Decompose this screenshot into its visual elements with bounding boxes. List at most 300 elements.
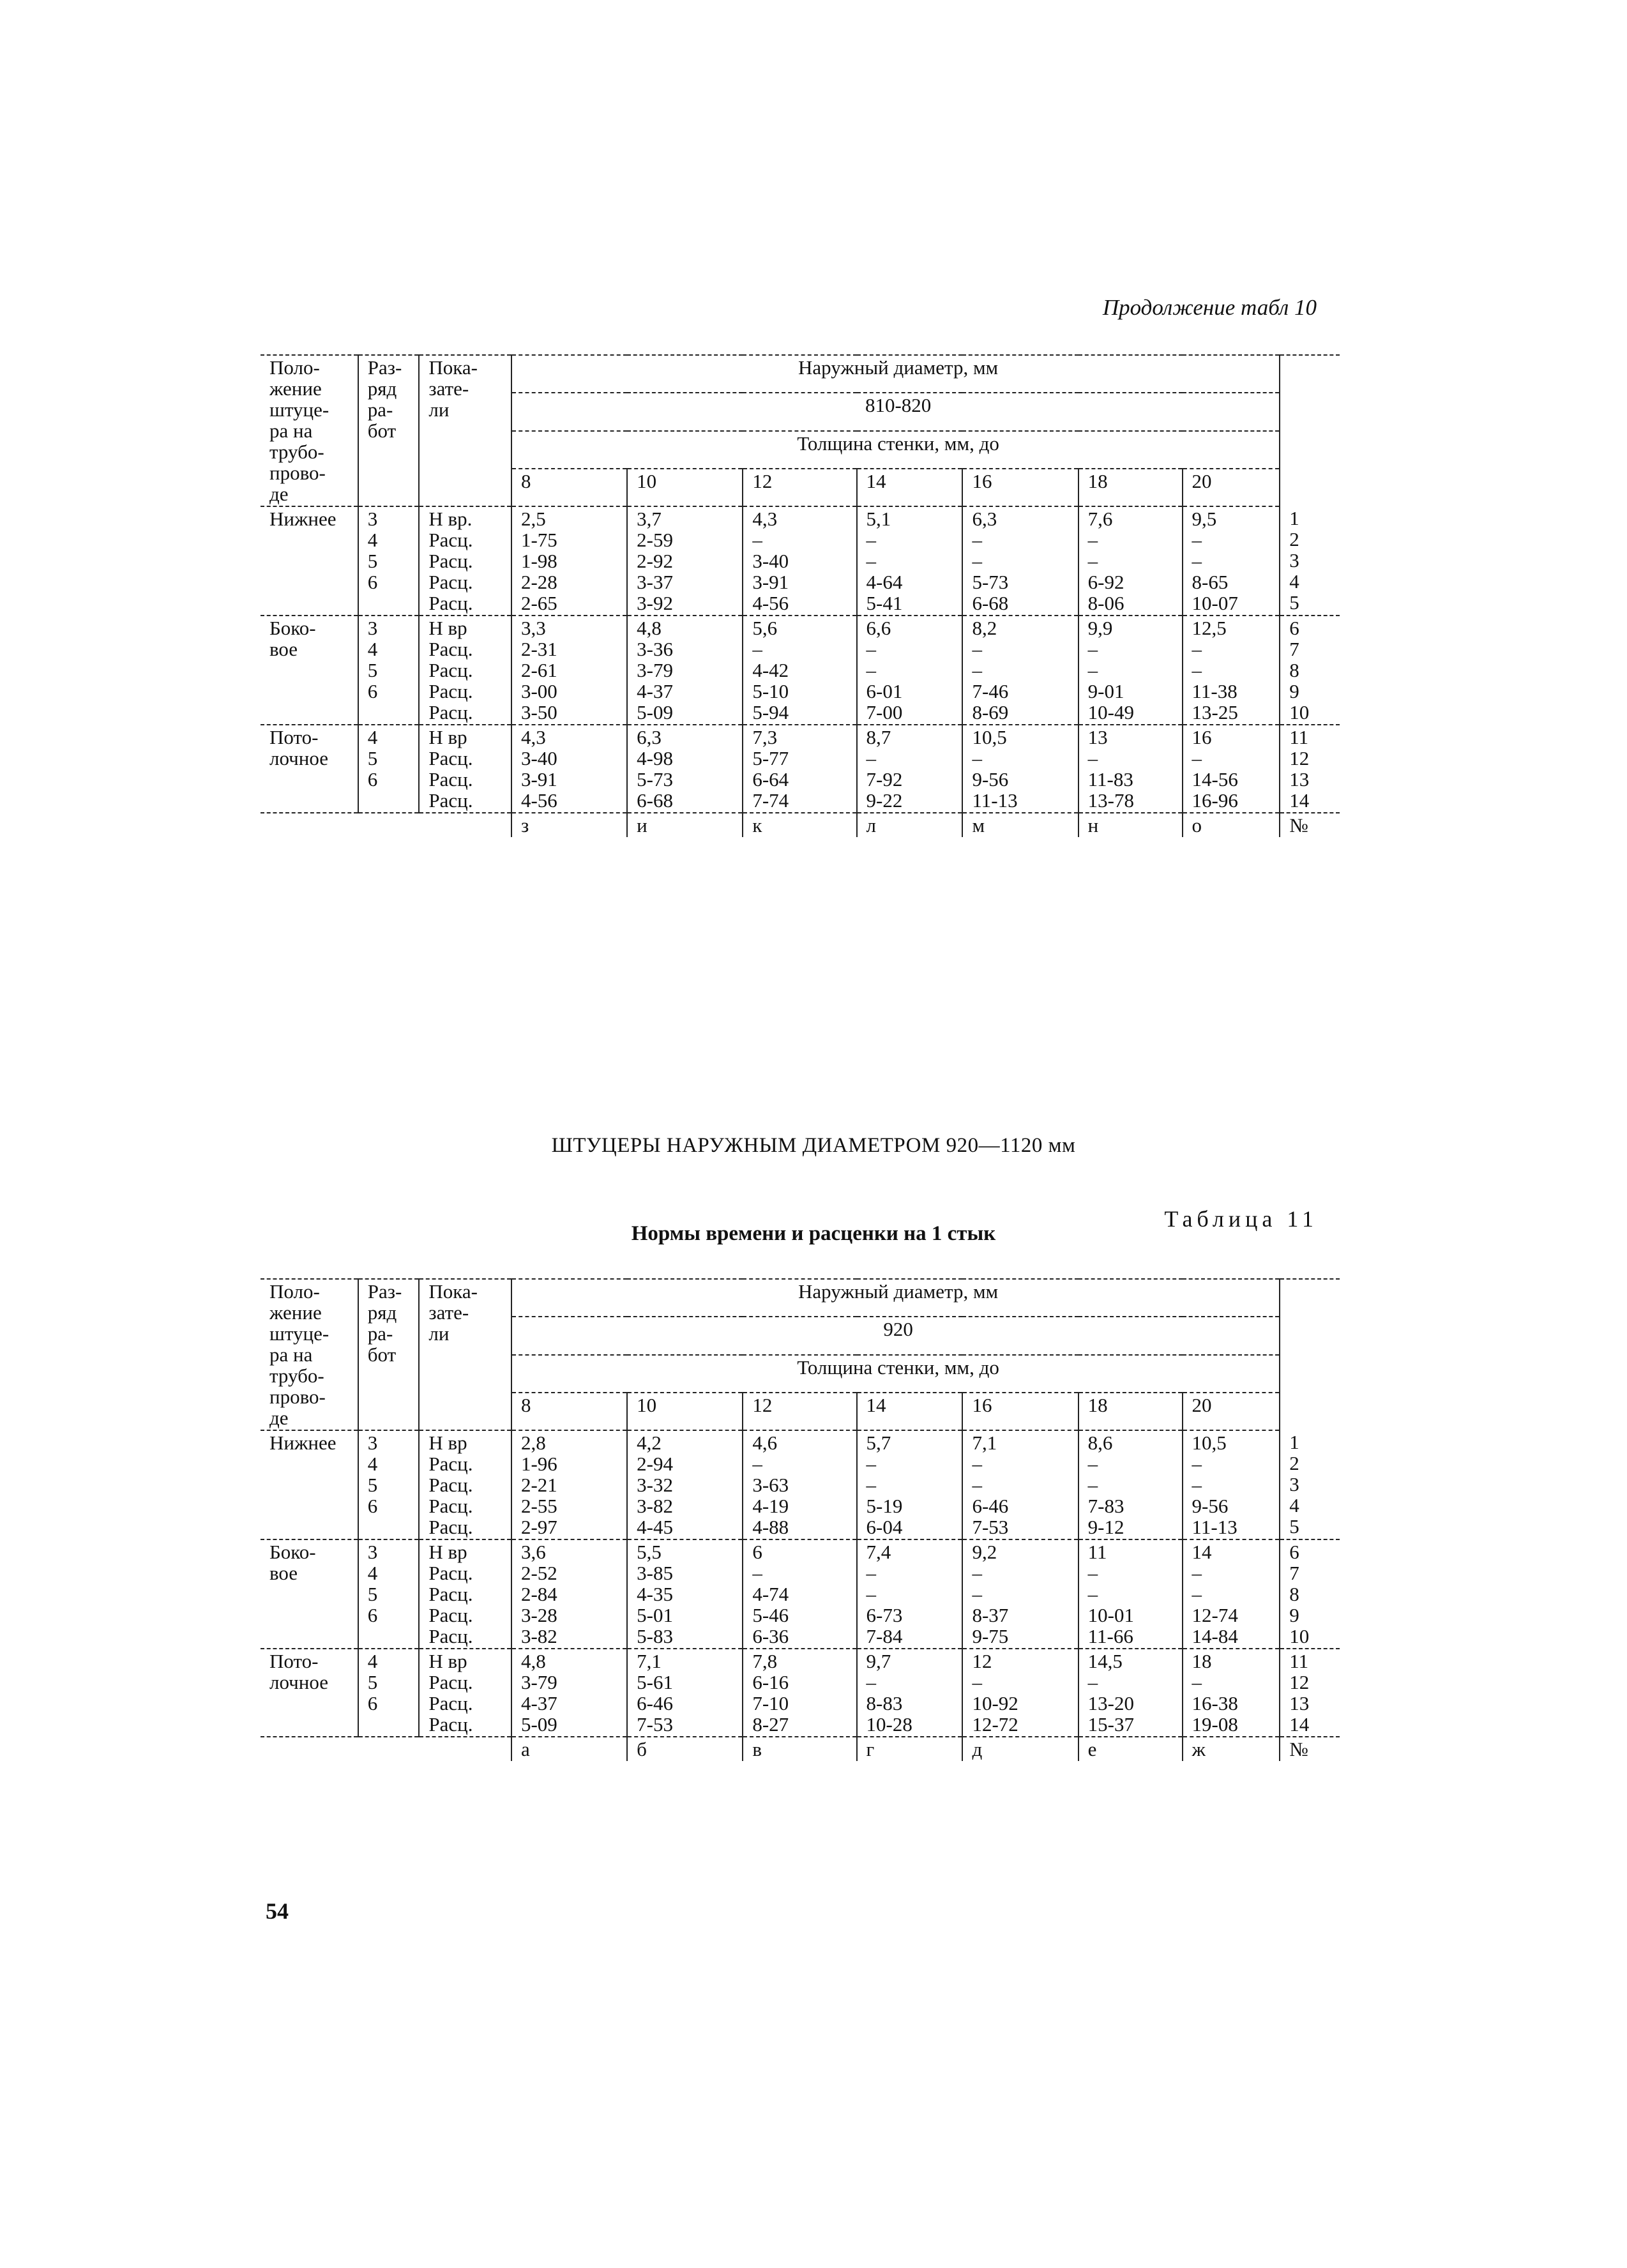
grade-cell-value: 5: [367, 659, 378, 681]
thickness-header: 8: [511, 469, 627, 506]
row-number-cell-value: 14: [1289, 1713, 1310, 1735]
indicator-cell-value: Расц.: [428, 1625, 473, 1647]
data-cell-value: 4,8: [520, 1650, 546, 1672]
data-cell: [857, 616, 963, 725]
data-cell-value: 6-46: [972, 1495, 1009, 1517]
indicator-cell-value: Расц.: [428, 1692, 473, 1714]
data-cell: [511, 616, 627, 725]
data-cell-value: 11-13: [972, 789, 1018, 812]
data-cell-value: 2-28: [520, 571, 557, 593]
data-cell-value: 5-19: [866, 1495, 903, 1517]
data-cell-value: 10-01: [1087, 1604, 1134, 1626]
data-cell-value: –: [1087, 747, 1098, 769]
data-cell-value: –: [972, 1671, 982, 1693]
data-cell-value: –: [1087, 1583, 1098, 1605]
data-cell: [627, 725, 743, 813]
data-cell: [962, 616, 1078, 725]
data-cell-value: 3-36: [637, 638, 673, 660]
indicator-cell-value: Н вр: [428, 1650, 467, 1672]
row-number-cell: [1280, 506, 1340, 616]
position-cell: Нижнее: [261, 506, 358, 616]
data-cell-value: 3-28: [520, 1604, 557, 1626]
data-cell-value: 6-36: [752, 1625, 789, 1647]
table-10-continuation: [261, 354, 1340, 837]
data-cell-value: 10,5: [972, 726, 1007, 748]
table-row: [261, 616, 1340, 725]
data-cell-value: 5-77: [752, 747, 789, 769]
data-cell-value: 10-07: [1192, 592, 1238, 614]
data-cell-value: 4,8: [637, 617, 662, 639]
wall-thickness-header: Толщина стенки, мм, до: [511, 1355, 1280, 1393]
data-cell: [1183, 725, 1280, 813]
row-number-cell-value: 4: [1289, 570, 1299, 593]
data-cell: [627, 616, 743, 725]
data-cell: [743, 725, 856, 813]
data-cell-value: 12,5: [1192, 617, 1227, 639]
data-cell-value: 15-37: [1087, 1713, 1134, 1735]
thickness-header: 18: [1078, 469, 1183, 506]
table-subtitle: Нормы времени и расценки на 1 стык: [631, 1222, 996, 1245]
data-cell-value: 9-22: [866, 789, 903, 812]
data-cell: [1183, 1539, 1280, 1649]
column-letter: и: [627, 813, 743, 837]
data-cell-value: 14-84: [1192, 1625, 1238, 1647]
row-number-cell: [1280, 616, 1340, 725]
indicator-cell: [419, 506, 511, 616]
indicator-cell-value: Расц.: [428, 789, 473, 812]
data-cell-value: 14,5: [1087, 1650, 1123, 1672]
row-number-cell-value: 5: [1289, 591, 1299, 614]
row-number-cell-value: 6: [1289, 617, 1299, 639]
data-cell-value: 7-92: [866, 768, 903, 790]
data-cell-value: 3,7: [637, 508, 662, 530]
data-cell-value: –: [1192, 550, 1202, 572]
data-cell-value: 5-46: [752, 1604, 789, 1626]
data-cell-value: –: [1192, 747, 1202, 769]
data-cell-value: 4-35: [637, 1583, 673, 1605]
position-cell: Пото- лочное: [261, 1649, 358, 1737]
data-cell-value: 4-56: [520, 789, 557, 812]
data-cell-value: 10-49: [1087, 701, 1134, 723]
data-cell-value: 5-41: [866, 592, 903, 614]
row-number-cell: [1280, 1539, 1340, 1649]
section-title: ШТУЦЕРЫ НАРУЖНЫМ ДИАМЕТРОМ 920—1120 мм: [551, 1134, 1076, 1157]
thickness-header: 12: [743, 469, 856, 506]
data-cell-value: 10-28: [866, 1713, 912, 1735]
data-cell-value: 8,7: [866, 726, 891, 748]
column-letter: б: [627, 1737, 743, 1761]
position-header: Поло- жение штуце- ра на трубо- прово- де: [261, 1279, 358, 1430]
data-cell-value: –: [866, 1562, 876, 1584]
data-cell-value: 8-69: [972, 701, 1009, 723]
data-cell-value: 4-37: [520, 1692, 557, 1714]
indicators-header: Пока- зате- ли: [419, 1279, 511, 1430]
data-cell-value: 8-06: [1087, 592, 1124, 614]
column-letter: а: [511, 1737, 627, 1761]
data-cell-value: 6-46: [637, 1692, 673, 1714]
data-cell-value: 3-40: [752, 550, 789, 572]
grade-cell-value: 4: [367, 638, 378, 660]
grade-cell-value: 5: [367, 550, 378, 572]
data-cell-value: 11-66: [1087, 1625, 1133, 1647]
thickness-header: 18: [1078, 1393, 1183, 1430]
data-cell-value: 2-61: [520, 659, 557, 681]
row-number-cell-value: 7: [1289, 638, 1299, 660]
row-number-cell-value: 4: [1289, 1494, 1299, 1516]
data-cell-value: 1-96: [520, 1453, 557, 1475]
data-cell-value: 5,5: [637, 1541, 662, 1563]
data-cell-value: 7-10: [752, 1692, 789, 1714]
data-cell-value: 9,7: [866, 1650, 891, 1672]
data-cell: [962, 1430, 1078, 1539]
data-cell-value: –: [1087, 1671, 1098, 1693]
data-cell-value: 6-16: [752, 1671, 789, 1693]
data-cell-value: –: [972, 1453, 982, 1475]
data-cell-value: 3-00: [520, 680, 557, 702]
data-cell-value: 4,2: [637, 1432, 662, 1454]
thickness-header: 10: [627, 1393, 743, 1430]
data-cell-value: 9-56: [1192, 1495, 1229, 1517]
grade-cell: [358, 616, 420, 725]
grade-cell-value: 4: [367, 1562, 378, 1584]
data-cell: [962, 725, 1078, 813]
data-cell-value: –: [1192, 1671, 1202, 1693]
thickness-header: 20: [1183, 1393, 1280, 1430]
indicator-cell-value: Н вр: [428, 1541, 467, 1563]
data-cell: [627, 1539, 743, 1649]
grade-cell-value: 6: [367, 1604, 378, 1626]
data-cell-value: 2-52: [520, 1562, 557, 1584]
grade-cell: [358, 725, 420, 813]
column-letter: з: [511, 813, 627, 837]
data-cell-value: –: [972, 747, 982, 769]
data-cell: [857, 1539, 963, 1649]
data-cell: [511, 725, 627, 813]
data-cell-value: 6-68: [637, 789, 673, 812]
indicator-cell-value: Расц.: [428, 768, 473, 790]
grade-cell-value: 4: [367, 1650, 378, 1672]
grade-cell-value: 3: [367, 1541, 378, 1563]
data-cell-value: –: [1087, 1474, 1098, 1496]
data-cell: [511, 1649, 627, 1737]
column-letter: д: [962, 1737, 1078, 1761]
data-cell-value: 13: [1087, 726, 1108, 748]
thickness-header: 14: [857, 469, 963, 506]
indicator-cell-value: Расц.: [428, 1583, 473, 1605]
data-cell-value: 7,1: [972, 1432, 997, 1454]
indicator-cell-value: Расц.: [428, 571, 473, 593]
data-cell-value: –: [972, 1562, 982, 1584]
data-cell: [1078, 1430, 1183, 1539]
indicator-cell-value: Н вр: [428, 617, 467, 639]
data-cell: [1183, 616, 1280, 725]
thickness-header: 16: [962, 1393, 1078, 1430]
data-cell-value: –: [1192, 1474, 1202, 1496]
table-row: [261, 725, 1340, 813]
data-cell-value: 9,2: [972, 1541, 997, 1563]
data-cell-value: –: [752, 1562, 762, 1584]
row-number-cell-value: 1: [1289, 507, 1299, 529]
data-cell-value: 2-59: [637, 529, 673, 551]
indicator-cell-value: Н вр.: [428, 508, 473, 530]
data-cell-value: 16-38: [1192, 1692, 1238, 1714]
table-row: [261, 1430, 1340, 1539]
data-cell-value: –: [866, 1671, 876, 1693]
data-cell-value: 10-92: [972, 1692, 1018, 1714]
thickness-header: 12: [743, 1393, 856, 1430]
data-cell: [1078, 506, 1183, 616]
data-cell-value: 4-56: [752, 592, 789, 614]
outer-diameter-header: Наружный диаметр, мм: [511, 355, 1280, 393]
data-cell: [962, 506, 1078, 616]
data-cell-value: 7-53: [637, 1713, 673, 1735]
row-number-cell: [1280, 1649, 1340, 1737]
data-cell-value: 11-83: [1087, 768, 1133, 790]
indicator-cell-value: Н вр: [428, 1432, 467, 1454]
data-cell: [857, 725, 963, 813]
column-letter: м: [962, 813, 1078, 837]
data-cell-value: 7-46: [972, 680, 1009, 702]
data-cell-value: 9-01: [1087, 680, 1124, 702]
data-cell-value: 8,2: [972, 617, 997, 639]
indicator-cell-value: Расц.: [428, 747, 473, 769]
data-cell: [743, 506, 856, 616]
data-cell: [743, 1649, 856, 1737]
data-cell-value: 4,3: [752, 508, 778, 530]
data-cell-value: 5-01: [637, 1604, 673, 1626]
data-cell-value: 7-00: [866, 701, 903, 723]
indicator-cell-value: Расц.: [428, 1604, 473, 1626]
indicator-cell: [419, 1649, 511, 1737]
data-cell-value: 3-91: [752, 571, 789, 593]
data-cell-value: 4-19: [752, 1495, 789, 1517]
data-cell: [1183, 1430, 1280, 1539]
data-cell-value: 7-84: [866, 1625, 903, 1647]
data-cell-value: 6-73: [866, 1604, 903, 1626]
indicator-cell-value: Расц.: [428, 701, 473, 723]
data-cell-value: 11-38: [1192, 680, 1237, 702]
indicator-cell-value: Расц.: [428, 592, 473, 614]
data-cell-value: 4-98: [637, 747, 673, 769]
data-cell-value: –: [1087, 550, 1098, 572]
position-cell: Пото- лочное: [261, 725, 358, 813]
indicator-cell-value: Н вр: [428, 726, 467, 748]
data-cell-value: 7,1: [637, 1650, 662, 1672]
row-number-cell-value: 6: [1289, 1541, 1299, 1563]
data-cell-value: –: [866, 1583, 876, 1605]
data-cell-value: 4-45: [637, 1516, 673, 1538]
data-cell-value: –: [972, 1583, 982, 1605]
data-cell-value: 3,6: [520, 1541, 546, 1563]
data-cell-value: 5-73: [972, 571, 1009, 593]
data-cell-value: –: [1192, 1583, 1202, 1605]
data-cell-value: –: [866, 1474, 876, 1496]
data-cell-value: 5-09: [520, 1713, 557, 1735]
indicators-header: Пока- зате- ли: [419, 355, 511, 506]
row-number-cell-value: 13: [1289, 768, 1310, 790]
row-number-cell-value: 9: [1289, 1604, 1299, 1626]
thickness-header: 20: [1183, 469, 1280, 506]
outer-diameter-header: Наружный диаметр, мм: [511, 1279, 1280, 1317]
data-cell-value: 4-37: [637, 680, 673, 702]
data-cell-value: –: [1192, 1562, 1202, 1584]
number-label: №: [1289, 1738, 1308, 1760]
data-cell-value: 9,9: [1087, 617, 1113, 639]
data-cell: [1183, 506, 1280, 616]
data-cell-value: –: [752, 638, 762, 660]
data-cell: [743, 1430, 856, 1539]
grade-cell: [358, 506, 420, 616]
grade-cell: [358, 1649, 420, 1737]
data-cell-value: 5,6: [752, 617, 778, 639]
data-cell-value: 4-64: [866, 571, 903, 593]
data-cell-value: 2-55: [520, 1495, 557, 1517]
grade-header: Раз- ряд ра- бот: [358, 1279, 420, 1430]
data-cell: [511, 1430, 627, 1539]
data-cell-value: 2-92: [637, 550, 673, 572]
data-cell-value: –: [1087, 638, 1098, 660]
position-cell: Боко- вое: [261, 1539, 358, 1649]
data-cell-value: –: [972, 550, 982, 572]
position-header: Поло- жение штуце- ра на трубо- прово- де: [261, 355, 358, 506]
data-cell-value: 4-42: [752, 659, 789, 681]
data-cell-value: 2-84: [520, 1583, 557, 1605]
data-cell-value: 3-92: [637, 592, 673, 614]
data-cell-value: 3-32: [637, 1474, 673, 1496]
data-cell-value: –: [972, 1474, 982, 1496]
data-cell-value: 6-04: [866, 1516, 903, 1538]
row-number-cell-value: 11: [1289, 1650, 1309, 1672]
indicator-cell-value: Расц.: [428, 1562, 473, 1584]
wall-thickness-header: Толщина стенки, мм, до: [511, 431, 1280, 469]
data-cell-value: 6-01: [866, 680, 903, 702]
data-cell-value: 19-08: [1192, 1713, 1238, 1735]
thickness-header: 8: [511, 1393, 627, 1430]
column-letters-row: [261, 813, 1340, 837]
data-cell-value: 12: [972, 1650, 992, 1672]
data-cell: [1078, 616, 1183, 725]
data-cell-value: 3-50: [520, 701, 557, 723]
data-cell-value: –: [866, 638, 876, 660]
data-cell-value: –: [972, 638, 982, 660]
data-cell-value: 9,5: [1192, 508, 1217, 530]
column-letter: к: [743, 813, 856, 837]
data-cell-value: 5,1: [866, 508, 891, 530]
data-cell-value: 7,6: [1087, 508, 1113, 530]
indicator-cell: [419, 616, 511, 725]
data-cell-value: 3-82: [637, 1495, 673, 1517]
row-number-cell-value: 10: [1289, 1625, 1310, 1647]
data-cell-value: 1-75: [520, 529, 557, 551]
data-cell-value: –: [1087, 529, 1098, 551]
data-cell-value: 16: [1192, 726, 1212, 748]
grade-cell-value: 6: [367, 571, 378, 593]
column-letter: ж: [1183, 1737, 1280, 1761]
indicator-cell-value: Расц.: [428, 1516, 473, 1538]
grade-cell-value: 4: [367, 1453, 378, 1475]
data-cell-value: 6,3: [637, 726, 662, 748]
data-cell: [511, 1539, 627, 1649]
row-number-cell-value: 8: [1289, 659, 1299, 681]
data-cell: [962, 1649, 1078, 1737]
indicator-cell: [419, 1430, 511, 1539]
data-cell-value: 9-75: [972, 1625, 1009, 1647]
data-cell-value: 2-21: [520, 1474, 557, 1496]
grade-cell-value: 3: [367, 1432, 378, 1454]
data-cell-value: 13-25: [1192, 701, 1238, 723]
data-cell-value: 11-13: [1192, 1516, 1237, 1538]
data-cell-value: 1-98: [520, 550, 557, 572]
number-label: №: [1289, 814, 1308, 836]
thickness-header: 10: [627, 469, 743, 506]
data-cell-value: 2-65: [520, 592, 557, 614]
row-number-cell-value: 3: [1289, 549, 1299, 571]
data-cell: [962, 1539, 1078, 1649]
data-cell: [743, 1539, 856, 1649]
grade-cell-value: 5: [367, 1671, 378, 1693]
data-cell-value: 3-63: [752, 1474, 789, 1496]
data-cell-value: 13-78: [1087, 789, 1134, 812]
data-cell-value: 5-61: [637, 1671, 673, 1693]
data-cell-value: –: [866, 659, 876, 681]
data-cell-value: 6-64: [752, 768, 789, 790]
row-number-cell-value: 10: [1289, 701, 1310, 723]
data-cell-value: –: [866, 1453, 876, 1475]
data-cell-value: 7-83: [1087, 1495, 1124, 1517]
data-cell-value: 8-37: [972, 1604, 1009, 1626]
grade-cell-value: 4: [367, 726, 378, 748]
data-cell-value: 3-85: [637, 1562, 673, 1584]
grade-header: Раз- ряд ра- бот: [358, 355, 420, 506]
row-number-cell-value: 14: [1289, 789, 1310, 812]
table-label: Таблица 11: [1164, 1206, 1318, 1232]
indicator-cell-value: Расц.: [428, 1495, 473, 1517]
row-number-cell-value: 9: [1289, 680, 1299, 702]
column-letters-row: [261, 1737, 1340, 1761]
data-cell: [743, 616, 856, 725]
row-number-cell-value: 2: [1289, 1452, 1299, 1474]
data-cell-value: 8-83: [866, 1692, 903, 1714]
data-cell-value: 14-56: [1192, 768, 1238, 790]
row-number-cell: [1280, 725, 1340, 813]
data-cell-value: 3-40: [520, 747, 557, 769]
data-cell-value: –: [866, 529, 876, 551]
data-cell: [511, 506, 627, 616]
grade-cell-value: 6: [367, 1495, 378, 1517]
data-cell-value: 7,8: [752, 1650, 778, 1672]
grade-cell-value: 6: [367, 768, 378, 790]
data-cell-value: 5-10: [752, 680, 789, 702]
data-cell-value: 3-82: [520, 1625, 557, 1647]
data-cell-value: 2,8: [520, 1432, 546, 1454]
data-cell-value: 18: [1192, 1650, 1212, 1672]
data-cell-value: 4-88: [752, 1516, 789, 1538]
data-cell: [1078, 725, 1183, 813]
data-cell: [857, 1430, 963, 1539]
position-cell: Боко- вое: [261, 616, 358, 725]
header-row: [261, 355, 1340, 393]
indicator-cell-value: Расц.: [428, 659, 473, 681]
data-cell-value: 6,3: [972, 508, 997, 530]
data-cell-value: 3-79: [520, 1671, 557, 1693]
data-cell-value: 12-74: [1192, 1604, 1238, 1626]
data-cell-value: –: [1192, 1453, 1202, 1475]
data-cell: [857, 1649, 963, 1737]
number-header: [1280, 1279, 1340, 1430]
header-row: [261, 1279, 1340, 1317]
data-cell-value: 12-72: [972, 1713, 1018, 1735]
grade-cell-value: 3: [367, 508, 378, 530]
